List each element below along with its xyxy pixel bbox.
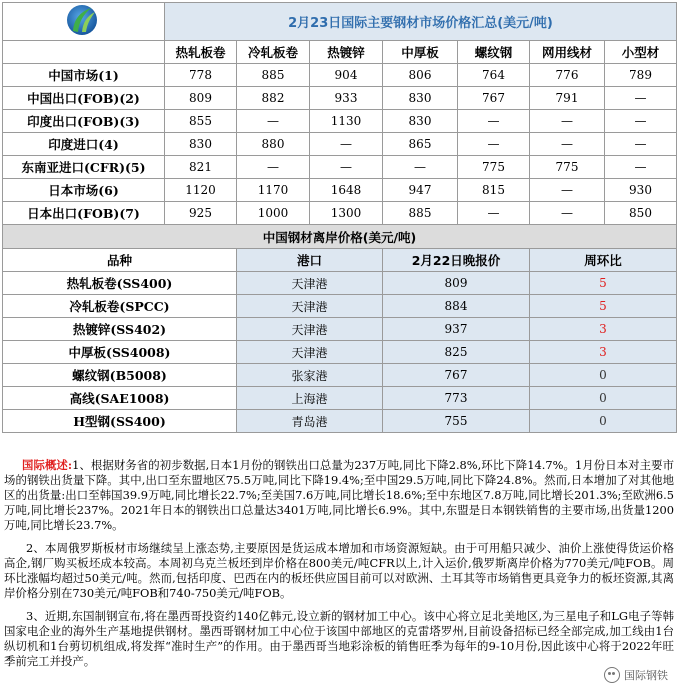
variety-cell: 热轧板卷(SS400): [3, 272, 237, 295]
variety-cell: 热镀锌(SS402): [3, 318, 237, 341]
port-col-variety: 品种: [3, 249, 237, 272]
price-cell: 1000: [237, 202, 310, 225]
col-header: 冷轧板卷: [237, 41, 310, 64]
price-cell: 776: [530, 64, 605, 87]
wow-change-cell: 0: [530, 387, 677, 410]
market-rows: [3, 64, 677, 225]
price-cell: 855: [165, 110, 237, 133]
variety-cell: 冷轧板卷(SPCC): [3, 295, 237, 318]
price-cell: —: [383, 156, 458, 179]
variety-cell: 螺纹钢(B5008): [3, 364, 237, 387]
table-row: [3, 387, 677, 410]
price-cell: 778: [165, 64, 237, 87]
price-cell: 789: [605, 64, 677, 87]
price-cell: 1120: [165, 179, 237, 202]
corner-cell: [3, 41, 165, 64]
col-header: 中厚板: [383, 41, 458, 64]
row-label: 印度进口(4): [3, 133, 165, 156]
price-cell: 1170: [237, 179, 310, 202]
wow-change-cell: 3: [530, 318, 677, 341]
price-cell: —: [530, 179, 605, 202]
price-cell: —: [530, 202, 605, 225]
price-cell: —: [458, 110, 530, 133]
price-cell: 809: [165, 87, 237, 110]
price-cell: 882: [237, 87, 310, 110]
col-header: 小型材: [605, 41, 677, 64]
price-cell: —: [237, 156, 310, 179]
table-row: [3, 87, 677, 110]
port-section-title: 中国钢材离岸价格(美元/吨): [3, 225, 677, 249]
price-cell: —: [530, 133, 605, 156]
table-row: [3, 179, 677, 202]
col-header: 热镀锌: [310, 41, 383, 64]
price-cell: 1648: [310, 179, 383, 202]
port-cell: 天津港: [237, 318, 383, 341]
table-row: [3, 295, 677, 318]
table-row: [3, 133, 677, 156]
summary-paragraph: 3、近期,东国制钢宣布,将在墨西哥投资约140亿韩元,设立新的钢材加工中心。该中心将立足北美地区,为三星电子和LG电子等韩国家电企业的海外生产基地提供钢材。墨西哥钢材加工中心位于该国中部地区的克雷塔罗州,目前设备招标已经全部完成,加工线由1台纵切机和1台剪切机组成,将发挥“准时生产”的作用。由于墨西哥当地彩涂板的销售旺季为每年的9-10月份,因此该中心将于2022年旺季前完工并投产。: [4, 609, 674, 668]
col-header: 热轧板卷: [165, 41, 237, 64]
port-cell: 天津港: [237, 272, 383, 295]
price-cell: 1130: [310, 110, 383, 133]
wow-change-cell: 5: [530, 295, 677, 318]
row-label: 印度出口(FOB)(3): [3, 110, 165, 133]
price-cell: 933: [310, 87, 383, 110]
table-row: [3, 364, 677, 387]
port-rows: [3, 272, 677, 433]
table-row: [3, 341, 677, 364]
summary-paragraph: 2、本周俄罗斯板材市场继续呈上涨态势,主要原因是货运成本增加和市场资源短缺。由于可用船只减少、油价上涨使得货运价格高企,钢厂购买板坯成本较高。本周初乌克兰板坯到岸价格在800美元/吨CFR以上,计入运价,俄罗斯离岸价格为770美元/吨FOB。周环比涨幅均超过50美元/吨。然而,包括印度、巴西在内的板坯供应国目前可以对欧洲、土耳其等市场销售更具竞争力的板坯资源,其离岸价格分别在730美元/吨FOB和740-750美元/吨FOB。: [4, 541, 674, 600]
row-label: 中国市场(1): [3, 64, 165, 87]
port-cell: 天津港: [237, 341, 383, 364]
table-row: [3, 318, 677, 341]
price-cell: 821: [165, 156, 237, 179]
fob-price-cell: 825: [383, 341, 530, 364]
wow-change-cell: 0: [530, 410, 677, 433]
price-cell: 930: [605, 179, 677, 202]
col-header: 网用线材: [530, 41, 605, 64]
port-cell: 上海港: [237, 387, 383, 410]
price-cell: —: [605, 156, 677, 179]
price-cell: —: [605, 133, 677, 156]
price-cell: —: [310, 156, 383, 179]
variety-cell: H型钢(SS400): [3, 410, 237, 433]
port-cell: 天津港: [237, 295, 383, 318]
market-summary: [4, 458, 674, 677]
table-row: [3, 156, 677, 179]
price-summary-table: [2, 2, 677, 433]
price-cell: 764: [458, 64, 530, 87]
price-cell: —: [605, 87, 677, 110]
variety-cell: 中厚板(SS4008): [3, 341, 237, 364]
price-cell: 830: [165, 133, 237, 156]
row-label: 中国出口(FOB)(2): [3, 87, 165, 110]
fob-price-cell: 773: [383, 387, 530, 410]
fob-price-cell: 755: [383, 410, 530, 433]
price-cell: —: [237, 110, 310, 133]
price-cell: 806: [383, 64, 458, 87]
fob-price-cell: 767: [383, 364, 530, 387]
logo: [3, 3, 165, 41]
price-cell: 925: [165, 202, 237, 225]
price-cell: 947: [383, 179, 458, 202]
wow-change-cell: 3: [530, 341, 677, 364]
row-label: 日本市场(6): [3, 179, 165, 202]
price-cell: —: [530, 110, 605, 133]
fob-price-cell: 884: [383, 295, 530, 318]
price-cell: 904: [310, 64, 383, 87]
table-row: [3, 272, 677, 295]
table-row: [3, 110, 677, 133]
price-cell: 865: [383, 133, 458, 156]
row-label: 东南亚进口(CFR)(5): [3, 156, 165, 179]
price-cell: 1300: [310, 202, 383, 225]
price-cell: 830: [383, 110, 458, 133]
price-cell: 767: [458, 87, 530, 110]
price-cell: 880: [237, 133, 310, 156]
watermark-text: 国际钢铁: [624, 669, 668, 682]
wow-change-cell: 0: [530, 364, 677, 387]
port-col-port: 港口: [237, 249, 383, 272]
price-cell: 815: [458, 179, 530, 202]
row-label: 日本出口(FOB)(7): [3, 202, 165, 225]
summary-paragraph: [4, 458, 674, 533]
fob-price-cell: 809: [383, 272, 530, 295]
port-cell: 张家港: [237, 364, 383, 387]
table-title: 2月23日国际主要钢材市场价格汇总(美元/吨): [165, 3, 677, 41]
port-cell: 青岛港: [237, 410, 383, 433]
watermark: [600, 666, 672, 684]
fob-price-cell: 937: [383, 318, 530, 341]
price-cell: —: [605, 110, 677, 133]
price-cell: 775: [530, 156, 605, 179]
price-cell: 885: [383, 202, 458, 225]
table-row: [3, 64, 677, 87]
col-header: 螺纹钢: [458, 41, 530, 64]
wechat-icon: [604, 667, 620, 683]
price-cell: —: [458, 133, 530, 156]
price-cell: 830: [383, 87, 458, 110]
price-cell: 791: [530, 87, 605, 110]
port-col-wow: 周环比: [530, 249, 677, 272]
price-cell: 850: [605, 202, 677, 225]
table-row: [3, 202, 677, 225]
price-cell: —: [458, 202, 530, 225]
summary-label: 国际概述:: [22, 458, 73, 472]
summary-text: 1、根据财务省的初步数据,日本1月份的钢铁出口总量为237万吨,同比下降2.8%,环比下降14.7%。1月份日本对主要市场的钢铁出货量下降。其中,出口至东盟地区75.5万吨,同比下降19.4%;至中国29.5万吨,同比下降24.8%。然而,日本增加了对其他地区的出货量:出口至韩国39.9万吨,同比增长22.7%;至美国7.6万吨,同比增长18.6%;至中东地区7.8万吨,同比增长201.3%;至欧洲6.5万吨,同比增长237%。2021年日本的钢铁出口总量达3401万吨,同比增长6.9%。其中,东盟是日本钢铁销售的主要市场,出货量1200万吨,同比增长23.7%。: [4, 458, 674, 532]
price-cell: 885: [237, 64, 310, 87]
port-col-price: 2月22日晚报价: [383, 249, 530, 272]
variety-cell: 高线(SAE1008): [3, 387, 237, 410]
price-cell: —: [310, 133, 383, 156]
price-cell: 775: [458, 156, 530, 179]
wow-change-cell: 5: [530, 272, 677, 295]
table-row: [3, 410, 677, 433]
company-logo-icon: [64, 3, 104, 37]
